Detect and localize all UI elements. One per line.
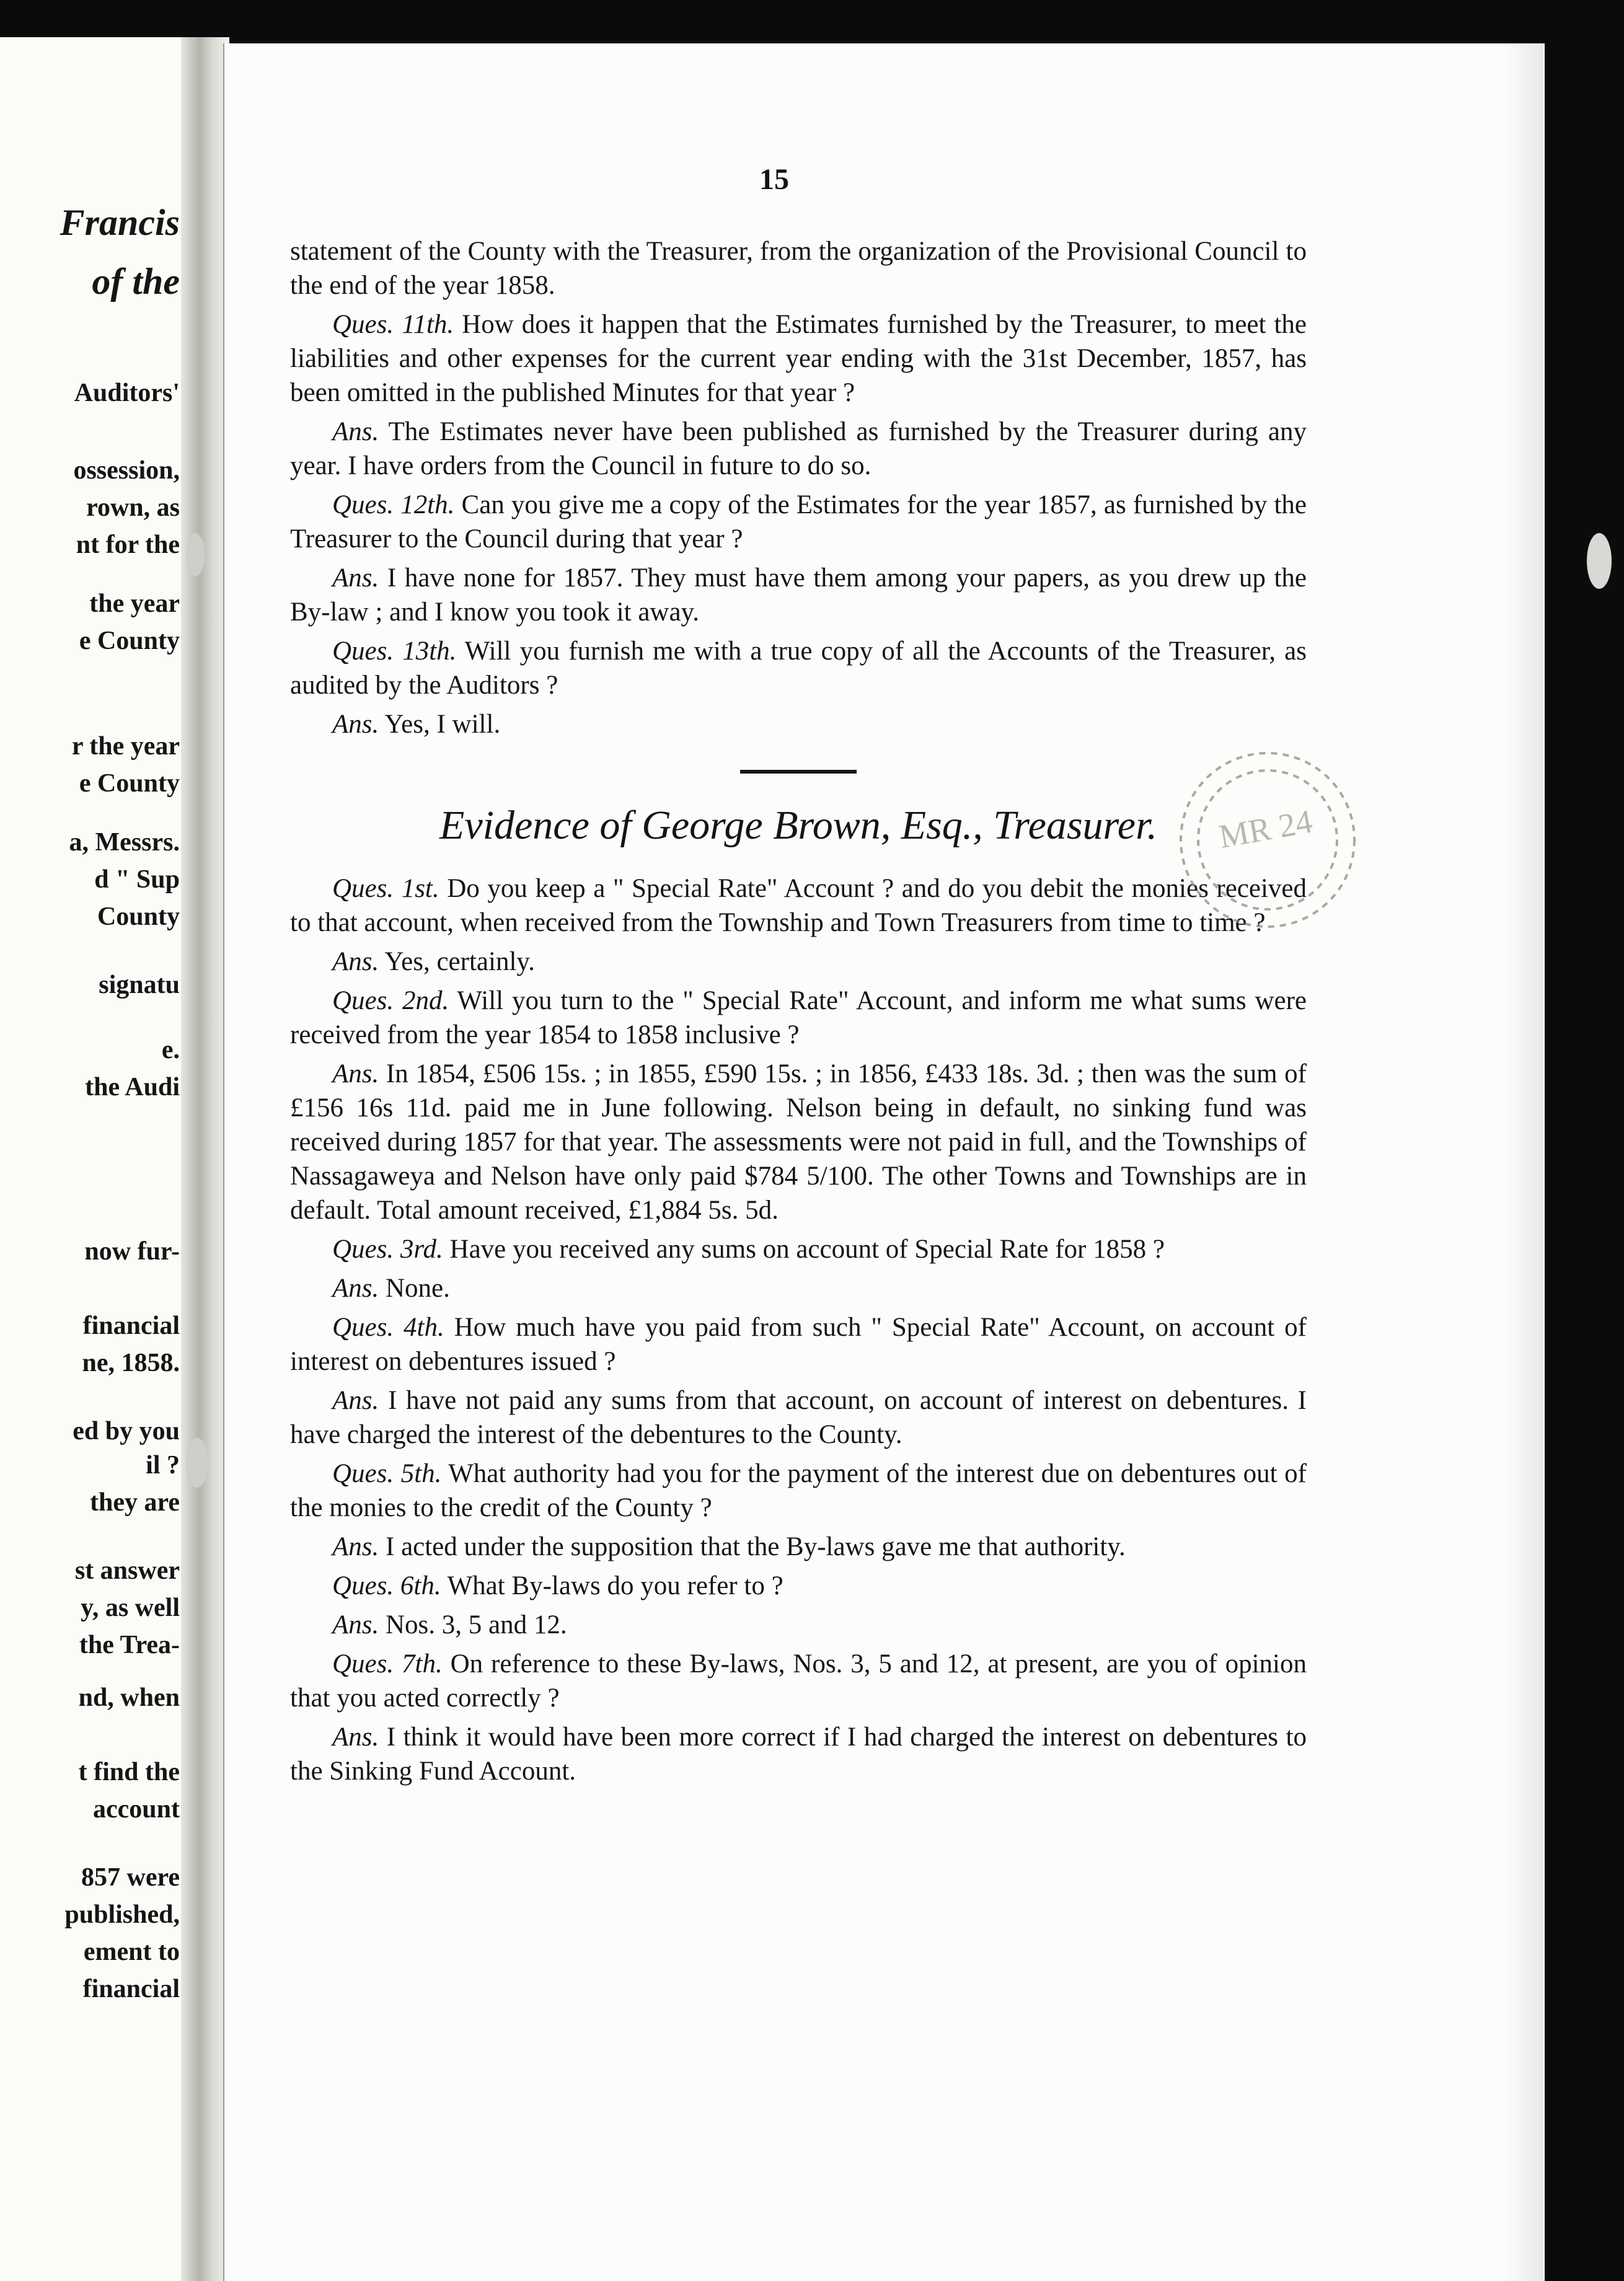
left-page-fragment: d " Sup [94,865,180,894]
left-page-fragment: signatu [99,971,180,999]
left-page-fragment: nt for the [76,531,180,559]
answer-paragraph [290,945,1307,979]
speaker-label: Ans. [332,1532,379,1561]
binding-mark [186,1438,208,1488]
paragraph-text: Have you received any sums on account of Special Rate for 1858 ? [449,1235,1165,1264]
book-gutter [181,37,229,2281]
question-paragraph [290,1569,1307,1603]
left-page-fragment: ed by you [73,1417,180,1445]
left-page-text-fragments [0,0,180,2281]
edge-speck [1587,533,1612,589]
speaker-label: Ans. [332,1059,379,1088]
speaker-label: Ans. [332,563,379,593]
question-paragraph [290,634,1307,702]
answer-paragraph [290,1608,1307,1642]
question-paragraph [290,1457,1307,1525]
paragraph-text: In 1854, £506 15s. ; in 1855, £590 15s. ; in 1856, £433 18s. 3d. ; then was the sum of £156 16s 11d. paid me in June following. Nelson being in default, no sinking fund was received during 1857 for that year. The assessments were not paid in full, and the Townships of Nassagaweya and Nelson have only paid $784 5/100. The other Towns and Townships are in default. Total amount received, £1,884 5s. 5d. [290,1059,1307,1225]
paragraph-text: I think it would have been more correct if I had charged the interest on debentures to the Sinking Fund Account. [290,1723,1307,1786]
speaker-label: Ans. [332,1274,379,1303]
speaker-label: Ans. [332,947,379,976]
speaker-label: Ques. 4th. [332,1313,444,1342]
speaker-label: Ques. 2nd. [332,986,449,1015]
paragraph-text: Will you furnish me with a true copy of all the Accounts of the Treasurer, as audited by the Auditors ? [290,637,1307,700]
left-page-fragment: rown, as [86,493,180,522]
left-page-fragment: they are [89,1488,180,1517]
left-page-fragment: the year [89,589,180,618]
left-page-fragment: il ? [146,1451,180,1480]
left-page-fragment: e County [79,769,180,798]
stamp-text: MR 24 [1216,802,1315,855]
page-edge-shadow [1506,43,1543,2281]
speaker-label: Ques. 7th. [332,1649,443,1679]
section-divider [740,770,857,774]
continued-paragraph [290,234,1307,302]
paragraph-text: I have none for 1857. They must have them among your papers, as you drew up the By-law ; and I know you took it away. [290,563,1307,627]
left-page-fragment: ement to [83,1938,180,1966]
testimony-after [290,871,1307,1788]
left-page-fragment: County [97,902,180,931]
speaker-label: Ans. [332,1610,379,1639]
answer-paragraph [290,1383,1307,1452]
left-page-fragment: the Trea- [79,1631,180,1659]
question-paragraph [290,984,1307,1052]
answer-paragraph [290,707,1307,741]
left-page-fragment: e. [161,1036,180,1064]
left-page-fragment: a, Messrs. [69,828,180,857]
question-paragraph [290,1647,1307,1715]
paragraph-text: I acted under the supposition that the By-laws gave me that authority. [386,1532,1126,1561]
left-page-fragment: 857 were [81,1863,180,1892]
page-body [290,234,1307,1793]
paragraph-text: What authority had you for the payment of the interest due on debentures out of the monies to the credit of the County ? [290,1459,1307,1522]
speaker-label: Ques. 5th. [332,1459,442,1488]
paragraph-text: How does it happen that the Estimates furnished by the Treasurer, to meet the liabilities and other expenses for the current year ending with the 31st December, 1857, has been omitted in the published Minutes for that year ? [290,310,1307,407]
left-page-fragment: r the year [71,732,180,761]
left-page-fragment: t find the [78,1758,180,1786]
paragraph-text: statement of the County with the Treasurer, from the organization of the Provisional Council to the end of the year 1858. [290,237,1307,300]
left-page-fragment: the Audi [85,1073,180,1101]
speaker-label: Ques. 1st. [332,874,439,903]
question-paragraph [290,1310,1307,1379]
left-page-fragment: y, as well [81,1594,180,1622]
left-page-fragment: financial [82,1312,180,1340]
paragraph-text: I have not paid any sums from that account, on account of interest on debentures. I have charged the interest of the debentures to the County. [290,1386,1307,1449]
speaker-label: Ques. 11th. [332,310,454,339]
paragraph-text: Will you turn to the " Special Rate" Account, and inform me what sums were received from the year 1854 to 1858 inclusive ? [290,986,1307,1049]
left-page-fragment: ne, 1858. [82,1349,180,1377]
left-page-fragment: account [93,1795,180,1824]
paragraph-text: Do you keep a " Special Rate" Account ? and do you debit the monies received to that account, when received from the Township and Town Treasurers from time to time ? [290,874,1307,937]
answer-paragraph [290,561,1307,629]
speaker-label: Ans. [332,1723,379,1752]
library-stamp [1165,738,1370,942]
left-page-fragment: of the [92,261,180,302]
left-page-fragment: e County [79,627,180,655]
paragraph-text: What By-laws do you refer to ? [447,1571,783,1600]
answer-paragraph [290,1271,1307,1305]
paragraph-text: The Estimates never have been published as furnished by the Treasurer during any year. I have orders from the Council in future to do so. [290,417,1307,480]
page-number: 15 [759,163,789,196]
left-page-fragment: ossession, [73,456,180,485]
speaker-label: Ans. [332,417,379,446]
question-paragraph [290,871,1307,940]
speaker-label: Ans. [332,710,379,739]
answer-paragraph [290,415,1307,483]
paragraph-text: Yes, certainly. [384,947,535,976]
answer-paragraph [290,1057,1307,1227]
speaker-label: Ans. [332,1386,379,1415]
speaker-label: Ques. 12th. [332,490,455,519]
paragraph-text: None. [386,1274,450,1303]
left-page-fragment: now fur- [84,1237,180,1266]
question-paragraph [290,307,1307,410]
left-page-fragment: financial [82,1975,180,2003]
paragraph-text: Yes, I will. [384,710,501,739]
question-paragraph [290,488,1307,556]
speaker-label: Ques. 13th. [332,637,457,666]
speaker-label: Ques. 6th. [332,1571,441,1600]
speaker-label: Ques. 3rd. [332,1235,443,1264]
paragraph-text: Can you give me a copy of the Estimates for the year 1857, as furnished by the Treasurer to the Council during that year ? [290,490,1307,554]
section-title: Evidence of George Brown, Esq., Treasurer. [439,803,1157,848]
question-paragraph [290,1232,1307,1266]
paragraph-text: How much have you paid from such " Special Rate" Account, on account of interest on debentures issued ? [290,1313,1307,1376]
left-page-fragment: st answer [74,1556,180,1585]
answer-paragraph [290,1720,1307,1788]
paragraph-text: Nos. 3, 5 and 12. [386,1610,567,1639]
answer-paragraph [290,1530,1307,1564]
left-page-fragment: published, [64,1900,180,1929]
binding-mark [186,533,205,576]
left-page-fragment: Auditors' [74,379,180,407]
paragraph-text: On reference to these By-laws, Nos. 3, 5 and 12, at present, are you of opinion that you acted correctly ? [290,1649,1307,1713]
testimony-before [290,234,1307,741]
left-page-fragment: Francis [60,202,180,243]
left-page-fragment: nd, when [78,1683,180,1712]
